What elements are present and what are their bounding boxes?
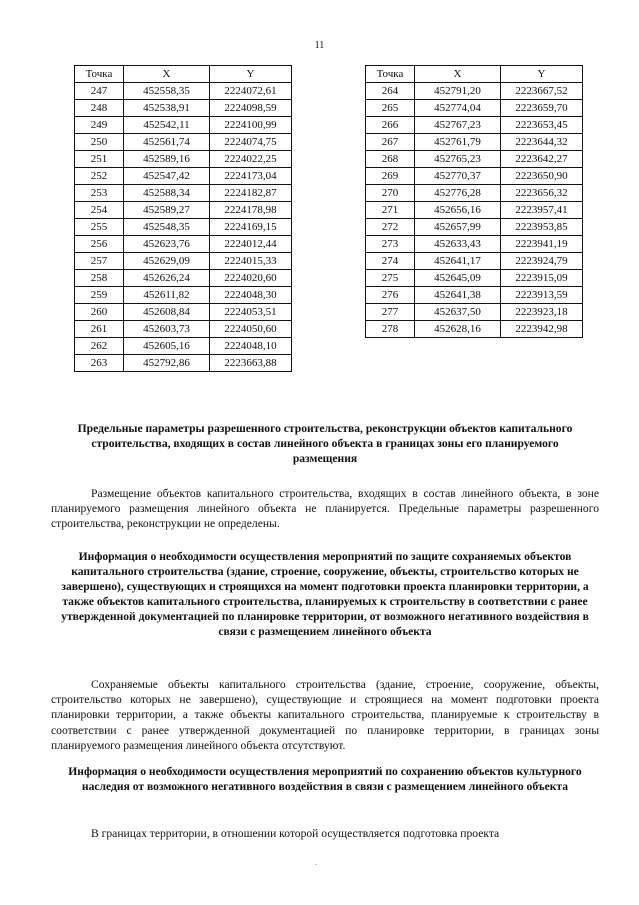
cell-point: 264 (366, 83, 415, 100)
cell-y: 2224048,30 (210, 287, 292, 304)
cell-point: 263 (75, 355, 124, 372)
cell-point: 248 (75, 100, 124, 117)
scan-dot: . (315, 858, 317, 867)
table-header-row (75, 66, 292, 83)
cell-x: 452657,99 (415, 219, 501, 236)
cell-x: 452633,43 (415, 236, 501, 253)
cell-x: 452641,38 (415, 287, 501, 304)
table-row (366, 287, 583, 304)
heading-cultural-heritage: Информация о необходимости осуществления мероприятий по сохранению объектов культурного наследия от возможного негативного воздействия в связи с размещением линейного объекта (68, 765, 582, 793)
cell-y: 2224022,25 (210, 151, 292, 168)
table-row (75, 168, 292, 185)
cell-y: 2224182,87 (210, 185, 292, 202)
cell-point: 256 (75, 236, 124, 253)
cell-x: 452792,86 (124, 355, 210, 372)
cell-point: 270 (366, 185, 415, 202)
cell-y: 2223644,32 (501, 134, 583, 151)
cell-y: 2224015,33 (210, 253, 292, 270)
cell-y: 2223659,70 (501, 100, 583, 117)
cell-y: 2224020,60 (210, 270, 292, 287)
cell-y: 2223923,18 (501, 304, 583, 321)
cell-y: 2224169,15 (210, 219, 292, 236)
cell-y: 2223642,27 (501, 151, 583, 168)
cell-y: 2224012,44 (210, 236, 292, 253)
heading-limit-parameters: Предельные параметры разрешенного строительства, реконструкции объектов капитального строительства, входящих в состав линейного объекта в границах зоны его планируемого размещения (77, 422, 573, 465)
cell-y: 2223656,32 (501, 185, 583, 202)
cell-x: 452542,11 (124, 117, 210, 134)
table-row (75, 236, 292, 253)
table-row (366, 83, 583, 100)
cell-y: 2224053,51 (210, 304, 292, 321)
cell-x: 452765,23 (415, 151, 501, 168)
cell-x: 452637,50 (415, 304, 501, 321)
table-row (366, 134, 583, 151)
table-row (75, 100, 292, 117)
table-row (75, 287, 292, 304)
cell-point: 273 (366, 236, 415, 253)
cell-y: 2223663,88 (210, 355, 292, 372)
cell-point: 257 (75, 253, 124, 270)
cell-point: 268 (366, 151, 415, 168)
column-header-point: Точка (366, 66, 415, 83)
coordinates-table-left (74, 65, 292, 372)
cell-x: 452588,34 (124, 185, 210, 202)
table-row (75, 355, 292, 372)
cell-point: 271 (366, 202, 415, 219)
cell-point: 259 (75, 287, 124, 304)
table-row (75, 134, 292, 151)
cell-x: 452589,27 (124, 202, 210, 219)
table-row (366, 100, 583, 117)
cell-x: 452761,79 (415, 134, 501, 151)
table-row (366, 270, 583, 287)
cell-x: 452603,73 (124, 321, 210, 338)
column-header-point: Точка (75, 66, 124, 83)
cell-point: 277 (366, 304, 415, 321)
heading-protection-measures: Информация о необходимости осуществления мероприятий по защите сохраняемых объектов капитального строительства (здание, строение, сооружение, объекты, строительство которых не завершено), существующих и строящихся на момент подготовки проекта планировки территории, а также объектов капитального строительства, планируемых к строительству в соответствии с ранее утвержденной документацией по планировке территории, от возможного негативного воздействия в связи с размещением линейного объекта (61, 550, 589, 638)
cell-point: 255 (75, 219, 124, 236)
cell-y: 2224072,61 (210, 83, 292, 100)
table-row (75, 304, 292, 321)
column-header-x: X (124, 66, 210, 83)
cell-x: 452626,24 (124, 270, 210, 287)
cell-y: 2224074,75 (210, 134, 292, 151)
cell-x: 452767,23 (415, 117, 501, 134)
table-row (75, 151, 292, 168)
cell-x: 452561,74 (124, 134, 210, 151)
cell-x: 452548,35 (124, 219, 210, 236)
table-row (75, 270, 292, 287)
cell-point: 274 (366, 253, 415, 270)
paragraph-protection-measures: Сохраняемые объекты капитального строительства (здание, строение, сооружение, объекты, строительство которых не завершено), существующие и строящиеся на момент подготовки проекта планировки территории, а также объекты капитального строительства, планируемые к строительству в соответствии с ранее утвержденной документацией по планировке территории, в границах зоны планируемого размещения линейного объекта отсутствуют. (51, 678, 599, 752)
cell-x: 452774,04 (415, 100, 501, 117)
cell-y: 2224173,04 (210, 168, 292, 185)
cell-point: 254 (75, 202, 124, 219)
cell-x: 452656,16 (415, 202, 501, 219)
cell-point: 266 (366, 117, 415, 134)
table-row (75, 253, 292, 270)
cell-y: 2223913,59 (501, 287, 583, 304)
cell-y: 2223915,09 (501, 270, 583, 287)
table-row (366, 321, 583, 338)
cell-x: 452628,16 (415, 321, 501, 338)
column-header-x: X (415, 66, 501, 83)
cell-y: 2224050,60 (210, 321, 292, 338)
cell-x: 452558,35 (124, 83, 210, 100)
cell-y: 2223942,98 (501, 321, 583, 338)
cell-point: 267 (366, 134, 415, 151)
paragraph-cultural-heritage: В границах территории, в отношении которой осуществляется подготовка проекта (91, 827, 500, 840)
cell-x: 452770,37 (415, 168, 501, 185)
cell-point: 276 (366, 287, 415, 304)
cell-point: 275 (366, 270, 415, 287)
column-header-y: Y (210, 66, 292, 83)
cell-point: 261 (75, 321, 124, 338)
table-row (366, 219, 583, 236)
cell-point: 269 (366, 168, 415, 185)
cell-point: 247 (75, 83, 124, 100)
cell-point: 262 (75, 338, 124, 355)
table-row (366, 253, 583, 270)
cell-y: 2224098,59 (210, 100, 292, 117)
table-row (75, 219, 292, 236)
table-row (75, 117, 292, 134)
table-row (366, 151, 583, 168)
cell-x: 452605,16 (124, 338, 210, 355)
table-row (366, 236, 583, 253)
table-row (75, 83, 292, 100)
cell-x: 452629,09 (124, 253, 210, 270)
cell-x: 452776,28 (415, 185, 501, 202)
cell-y: 2224048,10 (210, 338, 292, 355)
cell-point: 258 (75, 270, 124, 287)
cell-point: 250 (75, 134, 124, 151)
cell-x: 452645,09 (415, 270, 501, 287)
table-row (75, 338, 292, 355)
page-number: 11 (314, 40, 325, 51)
table-header-row (366, 66, 583, 83)
cell-x: 452623,76 (124, 236, 210, 253)
cell-point: 253 (75, 185, 124, 202)
cell-x: 452608,84 (124, 304, 210, 321)
cell-y: 2223941,19 (501, 236, 583, 253)
cell-y: 2223653,45 (501, 117, 583, 134)
cell-y: 2223667,52 (501, 83, 583, 100)
table-row (75, 185, 292, 202)
cell-y: 2223957,41 (501, 202, 583, 219)
table-row (366, 202, 583, 219)
cell-point: 272 (366, 219, 415, 236)
cell-point: 252 (75, 168, 124, 185)
table-row (75, 202, 292, 219)
cell-x: 452589,16 (124, 151, 210, 168)
cell-y: 2223953,85 (501, 219, 583, 236)
cell-point: 260 (75, 304, 124, 321)
table-row (366, 117, 583, 134)
table-row (366, 185, 583, 202)
column-header-y: Y (501, 66, 583, 83)
cell-point: 249 (75, 117, 124, 134)
cell-y: 2223650,90 (501, 168, 583, 185)
cell-x: 452791,20 (415, 83, 501, 100)
paragraph-limit-parameters: Размещение объектов капитального строительства, входящих в состав линейного объекта, в зоне планируемого размещения линейного объекта не планируется. Предельные параметры разрешенного строительства, реконструкции не определены. (51, 487, 599, 531)
coordinates-table-right (365, 65, 583, 338)
table-row (75, 321, 292, 338)
table-row (366, 168, 583, 185)
cell-x: 452611,82 (124, 287, 210, 304)
cell-y: 2224100,99 (210, 117, 292, 134)
table-row (366, 304, 583, 321)
cell-point: 278 (366, 321, 415, 338)
cell-point: 265 (366, 100, 415, 117)
cell-x: 452547,42 (124, 168, 210, 185)
cell-y: 2223924,79 (501, 253, 583, 270)
cell-x: 452538,91 (124, 100, 210, 117)
cell-x: 452641,17 (415, 253, 501, 270)
cell-y: 2224178,98 (210, 202, 292, 219)
cell-point: 251 (75, 151, 124, 168)
